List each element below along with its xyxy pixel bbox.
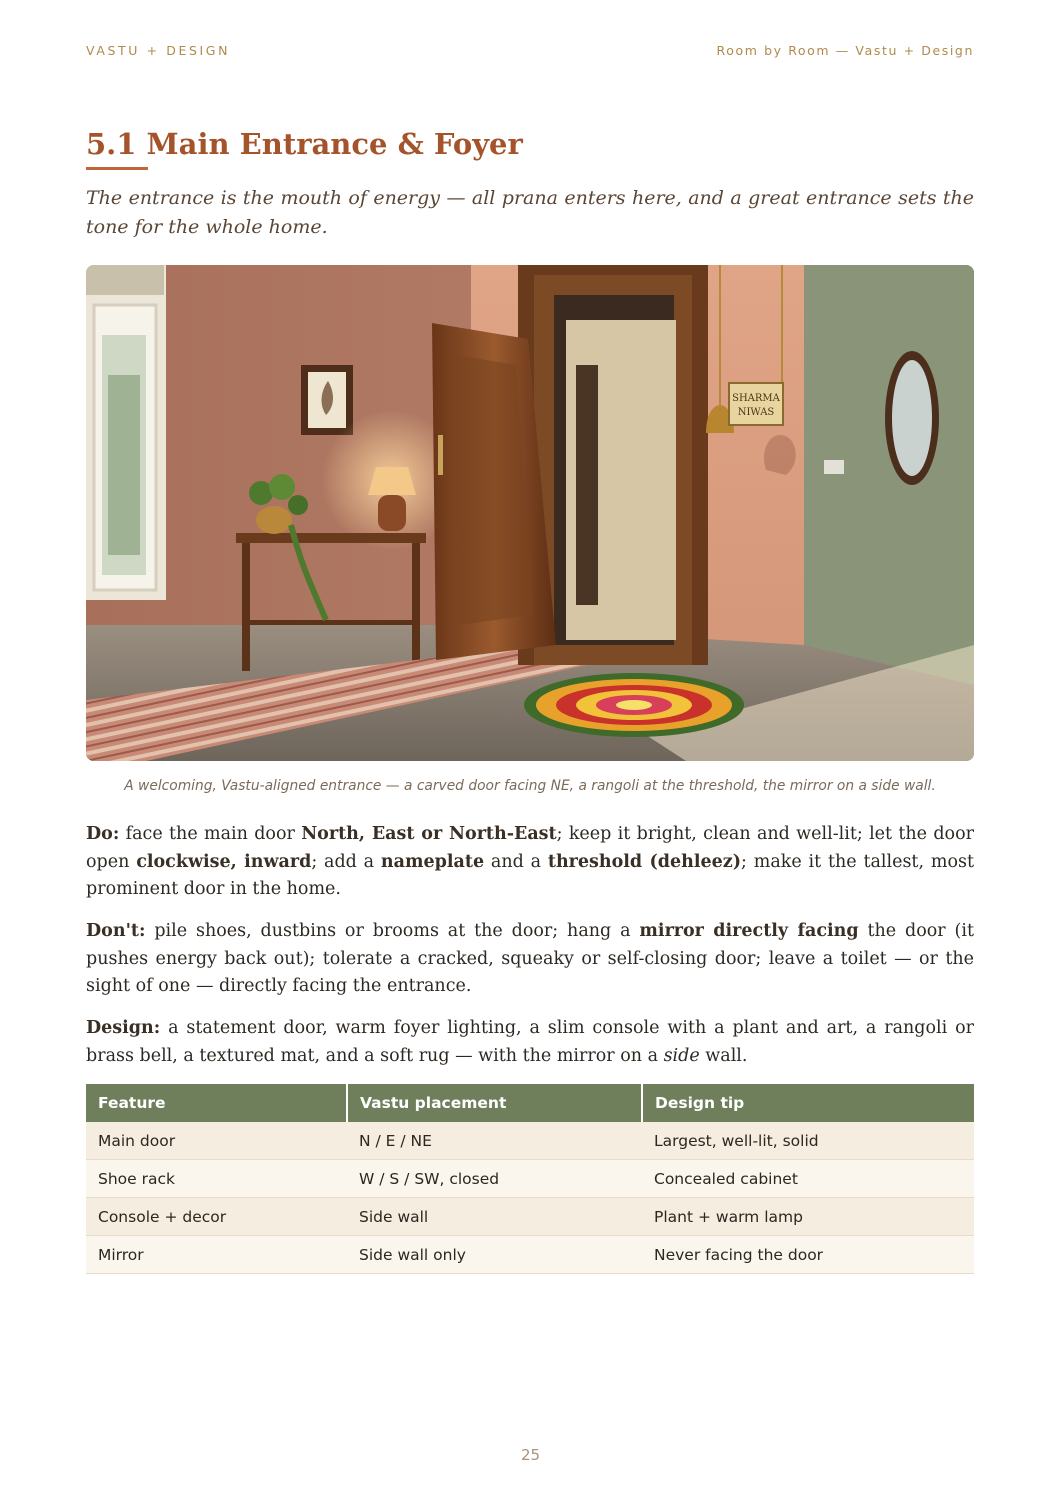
design-text-1: a statement door, warm foyer lighting, a slim console with a plant and art, a rangoli or brass bell, a textured mat, and a soft rug — with the mirror on a (86, 1018, 974, 1066)
design-text-2: wall. (699, 1045, 748, 1066)
table-cell: W / S / SW, closed (347, 1160, 642, 1198)
page-number: 25 (520, 1446, 541, 1464)
do-text-1: face the main door (119, 824, 302, 844)
do-bold-3: nameplate (380, 851, 485, 872)
dont-bold-1: mirror directly facing (639, 921, 859, 941)
running-header (86, 43, 974, 59)
do-text-2: ; keep it bright, clean and well-lit; let the door open (86, 824, 974, 872)
dont-label: Don't: (86, 921, 146, 941)
do-label: Do: (86, 824, 120, 844)
do-text-3: ; add a (311, 851, 381, 872)
table-cell: Side wall only (347, 1236, 642, 1274)
table-cell: Plant + warm lamp (642, 1198, 974, 1236)
do-bold-1: North, East or North-East (301, 824, 557, 844)
design-italic: side (663, 1045, 700, 1066)
table-cell: Console + decor (86, 1198, 347, 1236)
column-header-feature: Feature (86, 1084, 347, 1122)
do-text-5: ; make it the tallest, most prominent door in the home. (86, 851, 974, 899)
do-text-4: and a (484, 851, 548, 872)
do-bold-4: threshold (dehleez) (547, 851, 742, 872)
table-row (86, 1198, 974, 1236)
column-header-vastu-placement: Vastu placement (347, 1084, 642, 1122)
table-row (86, 1122, 974, 1160)
dont-text-1: pile shoes, dustbins or brooms at the door; hang a (145, 921, 640, 941)
running-header-left: VASTU + DESIGN (86, 43, 231, 58)
do-bold-2: clockwise, inward (136, 851, 312, 872)
table-cell: Shoe rack (86, 1160, 347, 1198)
table-cell: N / E / NE (347, 1122, 642, 1160)
running-header-right: Room by Room — Vastu + Design (716, 43, 974, 58)
paragraph-do (86, 821, 974, 904)
table-cell: Main door (86, 1122, 347, 1160)
table-row (86, 1236, 974, 1274)
paragraph-design (86, 1015, 974, 1070)
table-cell: Never facing the door (642, 1236, 974, 1274)
table-row (86, 1160, 974, 1198)
nameplate-line1: SHARMA (732, 393, 780, 404)
nameplate-line2: NIWAS (737, 407, 775, 418)
table-header-row (86, 1084, 974, 1122)
paragraph-dont (86, 918, 974, 1001)
table-cell: Concealed cabinet (642, 1160, 974, 1198)
section-title: 5.1 Main Entrance & Foyer (86, 127, 523, 161)
dont-text-2: the door (it pushes energy back out); tolerate a cracked, squeaky or self-closing door; leave a toilet — or the sight of one — directly facing the entrance. (86, 921, 974, 996)
design-label: Design: (86, 1018, 161, 1038)
entrance-photo (86, 265, 974, 761)
column-header-design-tip: Design tip (642, 1084, 974, 1122)
section-lede: The entrance is the mouth of energy — all prana enters here, and a great entrance sets the tone for the whole home. (86, 187, 974, 238)
title-underline (86, 167, 148, 170)
table-cell: Side wall (347, 1198, 642, 1236)
features-table (86, 1084, 974, 1274)
figure-caption: A welcoming, Vastu-aligned entrance — a carved door facing NE, a rangoli at the threshold, the mirror on a side wall. (124, 778, 936, 794)
table-cell: Mirror (86, 1236, 347, 1274)
table-cell: Largest, well-lit, solid (642, 1122, 974, 1160)
